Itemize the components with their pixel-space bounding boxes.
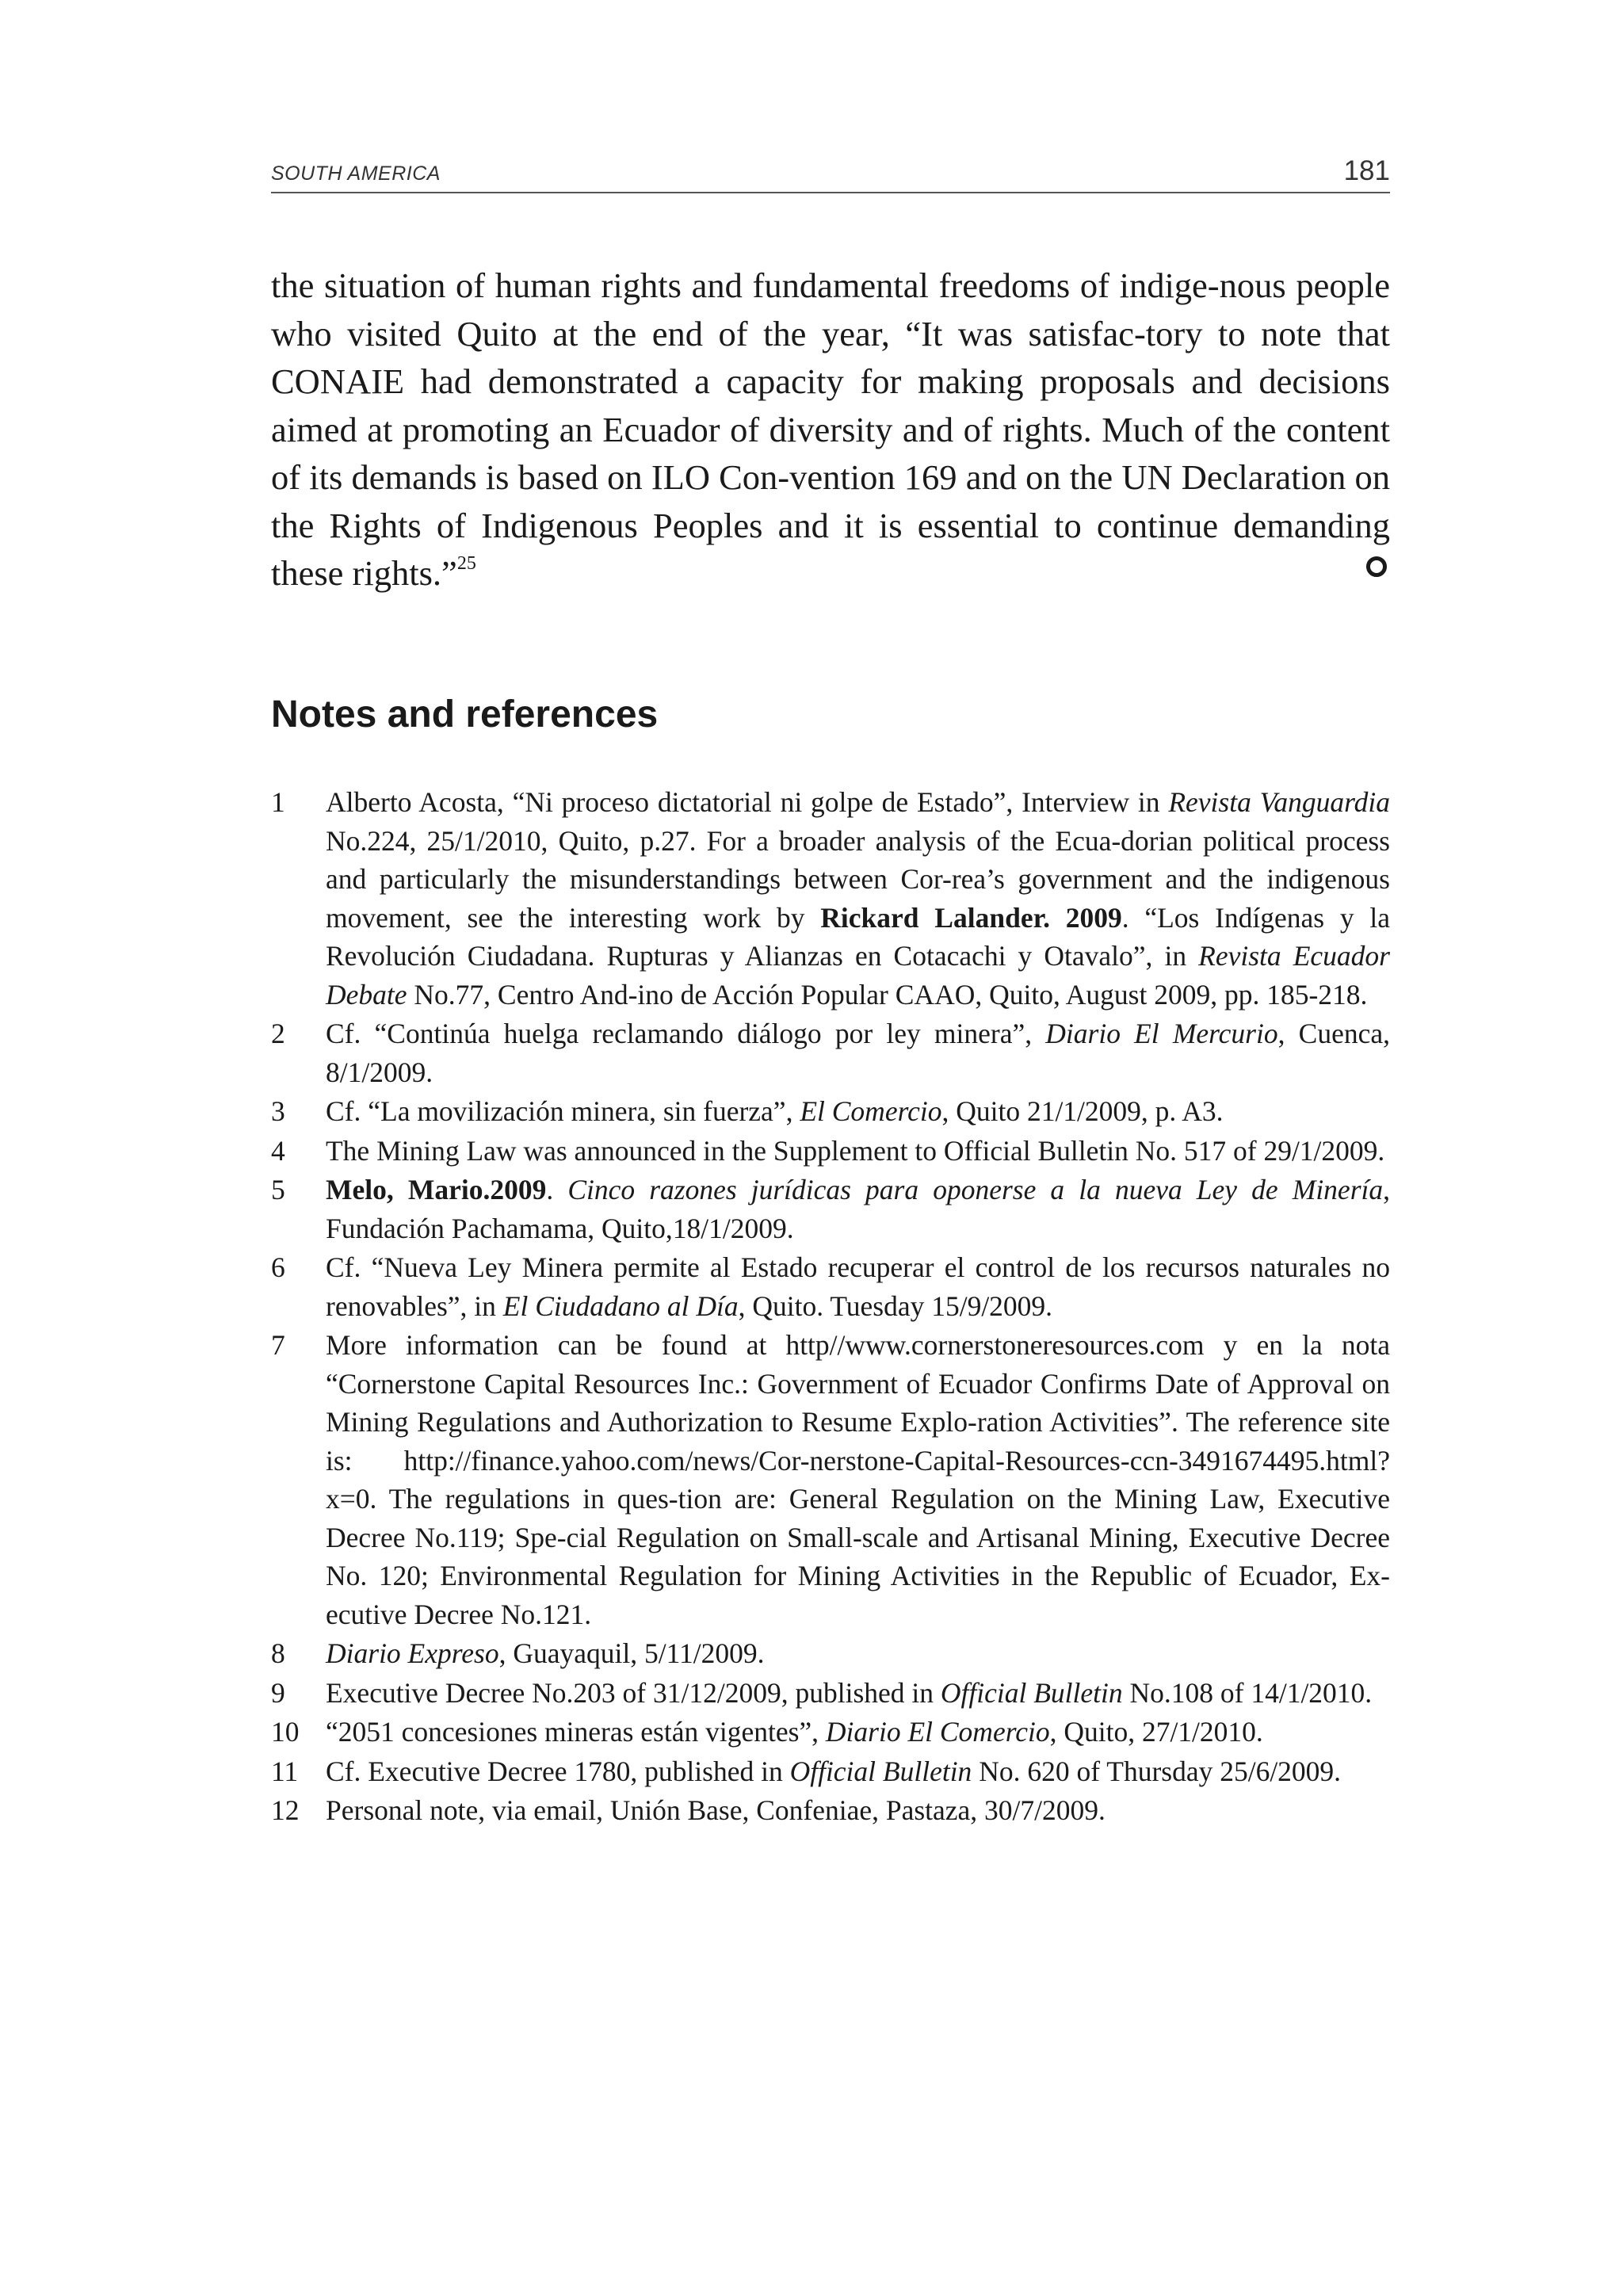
note-text: [326, 1095, 1223, 1127]
note-italic-title: Diario El Mercurio: [1045, 1018, 1278, 1049]
note-italic-title: Official Bulletin: [940, 1676, 1123, 1709]
note-text-run: , Guayaquil, 5/11/2009.: [498, 1637, 765, 1669]
body-paragraph: [271, 262, 1390, 598]
note-text-run: The Mining Law was announced in the Supplement to Official Bulletin No. 517 of 29/1/2009.: [326, 1134, 1385, 1167]
note-text-run: Executive Decree No.203 of 31/12/2009, published in: [326, 1676, 941, 1709]
note-text-run: Cf. “Nueva Ley Minera permite al Estado recuperar el control de los recursos naturales no renovables”, in: [326, 1251, 1390, 1322]
note-number: 10: [271, 1716, 300, 1748]
note-item: [271, 1132, 1390, 1171]
note-text: [326, 1329, 1390, 1630]
note-text: [326, 1677, 1372, 1709]
note-text: [326, 1174, 1390, 1244]
note-italic-title: Official Bulletin: [789, 1755, 972, 1787]
note-number: 9: [271, 1676, 285, 1709]
note-text-run: Personal note, via email, Unión Base, Confeniae, Pastaza, 30/7/2009.: [326, 1794, 1106, 1826]
note-italic-title: El Ciudadano al Día: [502, 1289, 739, 1322]
note-number: 2: [271, 1018, 285, 1049]
note-item: [271, 1752, 1390, 1791]
note-text: [326, 786, 1390, 1010]
note-number: 7: [271, 1329, 285, 1361]
note-bold-author: Melo, Mario.2009: [326, 1174, 547, 1205]
note-text-run: , Quito. Tuesday 15/9/2009.: [738, 1289, 1053, 1322]
note-text: [326, 1018, 1390, 1088]
note-text-run: No. 620 of Thursday 25/6/2009.: [972, 1755, 1342, 1787]
note-text: [326, 1716, 1263, 1748]
note-text-run: No.77, Centro And-ino de Acción Popular CAAO, Quito, August 2009, pp. 185-218.: [407, 978, 1368, 1010]
note-item: [271, 1713, 1390, 1752]
note-text-run: , Fundación Pachamama, Quito,18/1/2009.: [326, 1174, 1390, 1244]
note-text-run: Alberto Acosta, “Ni proceso dictatorial ni golpe de Estado”, Interview in: [326, 786, 1169, 818]
note-item: [271, 1014, 1390, 1091]
note-italic-title: Revista Ecuador Debate: [326, 940, 1391, 1010]
note-number: 3: [271, 1095, 285, 1127]
notes-list: [271, 783, 1390, 1831]
note-item: [271, 1171, 1390, 1247]
note-text-run: “2051 concesiones mineras están vigentes”,: [326, 1716, 826, 1748]
note-text-run: Cf. “La movilización minera, sin fuerza”,: [326, 1095, 800, 1127]
note-number: 4: [271, 1134, 285, 1167]
notes-heading: Notes and references: [271, 693, 659, 735]
note-text-run: Cf. Executive Decree 1780, published in: [326, 1755, 790, 1787]
note-text-run: , Cuenca, 8/1/2009.: [326, 1018, 1390, 1088]
page-number: 181: [1343, 155, 1390, 186]
note-item: [271, 1791, 1390, 1830]
note-item: [271, 783, 1390, 1014]
end-of-article-circle-icon: [1366, 556, 1387, 577]
running-header: [271, 155, 1390, 193]
note-text: [326, 1755, 1341, 1787]
note-item: [271, 1326, 1390, 1633]
note-italic-title: Revista Vanguardia: [1168, 786, 1390, 818]
note-item: [271, 1674, 1390, 1713]
note-number: 12: [271, 1794, 300, 1826]
note-text-run: No.224, 25/1/2010, Quito, p.27. For a broader analysis of the Ecua-dorian political process and particularly the misunderstandings between Cor-rea’s government and the indigenous movement, see the interesting work by: [326, 824, 1390, 934]
note-number: 6: [271, 1251, 285, 1283]
note-item: [271, 1634, 1390, 1673]
note-italic-title: Diario Expreso: [326, 1637, 499, 1669]
note-text-run: No.108 of 14/1/2010.: [1122, 1676, 1373, 1709]
note-italic-title: El Comercio: [800, 1095, 942, 1127]
note-number: 11: [271, 1755, 299, 1787]
note-italic-title: Cinco razones jurídicas para oponerse a la nueva Ley de Minería: [567, 1174, 1384, 1205]
running-title: SOUTH AMERICA: [271, 162, 441, 185]
note-text-run: , Quito 21/1/2009, p. A3.: [941, 1095, 1224, 1127]
note-text: [326, 1251, 1390, 1322]
note-number: 8: [271, 1637, 285, 1669]
note-text-run: . “Los Indígenas y la Revolución Ciudadana. Rupturas y Alianzas en Cotacachi y Otavalo”, in: [326, 901, 1390, 972]
note-text: [326, 1637, 765, 1669]
note-text: [326, 1135, 1384, 1167]
note-item: [271, 1248, 1390, 1325]
footnote-reference: 25: [456, 553, 476, 574]
note-item: [271, 1092, 1390, 1131]
note-text-run: Cf. “Continúa huelga reclamando diálogo por ley minera”,: [326, 1018, 1046, 1049]
note-number: 5: [271, 1174, 285, 1205]
body-text: the situation of human rights and fundamental freedoms of indige-nous people who visited Quito at the end of the year, “It was satisfac-tory to note that CONAIE had demonstrated a capacity for making proposals and decisions aimed at promoting an Ecuador of diversity and of rights. Much of the content of its demands is based on ILO Con-vention 169 and on the UN Declaration on the Rights of Indigenous Peoples and it is essential to continue demanding these rights.”: [271, 266, 1390, 593]
note-italic-title: Diario El Comercio: [825, 1716, 1050, 1748]
note-text: [326, 1794, 1106, 1826]
note-bold-author: Rickard Lalander. 2009: [820, 901, 1122, 934]
note-text-run: .: [546, 1174, 568, 1205]
note-text-run: , Quito, 27/1/2010.: [1049, 1716, 1263, 1748]
note-text-run: More information can be found at http//www.cornerstoneresources.com y en la nota “Cornerstone Capital Resources Inc.: Government of Ecuador Confirms Date of Approval on Mining Regulations and Authorization to Resume Explo-ration Activities”. The reference site is: http://finance.yahoo.com/news/Cor-nerstone-Capital-Resources-ccn-3491674495.html?x=0. The regulations in ques-tion are: General Regulation on the Mining Law, Executive Decree No.119; Spe-cial Regulation on Small-scale and Artisanal Mining, Executive Decree No. 120; Environmental Regulation for Mining Activities in the Republic of Ecuador, Ex-ecutive Decree No.121.: [326, 1329, 1390, 1630]
note-number: 1: [271, 786, 285, 818]
